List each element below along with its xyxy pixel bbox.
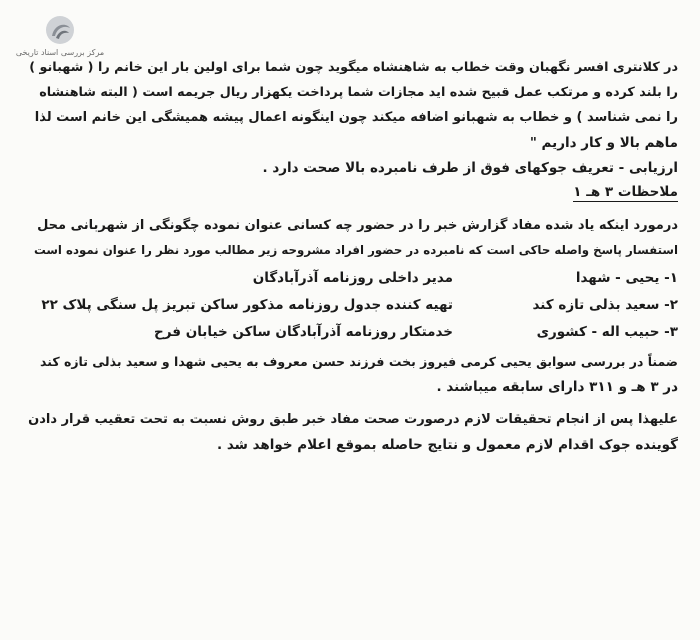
paragraph2-line: استفسار پاسخ واصله حاکی است که نامبرده در حضور افراد مشروحه زیر مطالب مورد نظر را عنوان نموده است bbox=[33, 243, 678, 257]
notes-heading: ملاحظات ۳ هـ ۱ bbox=[573, 184, 678, 200]
person-description: خدمتکار روزنامه آذرآبادگان ساکن خیابان فرح bbox=[154, 324, 453, 340]
paragraph1-line: در کلانتری افسر نگهبان وقت خطاب به شاهنشاه میگوید چون شما برای اولین بار این خانم را ( شهبانو ) bbox=[29, 60, 678, 75]
archive-logo bbox=[8, 14, 112, 66]
paragraph1-line: را بلند کرده و مرتکب عمل قبیح شده اید مجازات شما پرداخت یکهزار ریال جریمه است ( البته شاهنشاه bbox=[39, 85, 678, 100]
list-item bbox=[28, 270, 678, 290]
paragraph3-line: در ۳ هـ و ۳۱۱ دارای سابقه میباشند . bbox=[436, 379, 678, 395]
person-name: ۲- سعید بذلی تازه کند bbox=[532, 297, 678, 313]
paragraph1-line: را نمی شناسد ) و خطاب به شهبانو اضافه میکند چون اینگونه اعمال پیشه همیشگی این خانم است لذا bbox=[34, 110, 678, 125]
list-item bbox=[28, 297, 678, 317]
archive-logo-icon bbox=[44, 14, 76, 46]
paragraph4-line: گوینده جوک اقدام لازم معمول و نتایج حاصله بموقع اعلام خواهد شد . bbox=[217, 437, 678, 453]
person-description: تهیه کننده جدول روزنامه مذکور ساکن تبریز پل سنگی پلاک ۲۲ bbox=[41, 297, 453, 313]
assessment-line: ارزیابی - تعریف جوکهای فوق از طرف نامبرده بالا صحت دارد . bbox=[262, 160, 678, 176]
archive-logo-text: مرکز بررسی اسناد تاریخی bbox=[15, 48, 105, 57]
person-name: ۱- یحیی - شهدا bbox=[575, 270, 678, 286]
person-name: ۳- حبیب اله - کشوری bbox=[536, 324, 678, 340]
paragraph2-line: درمورد اینکه یاد شده مفاد گزارش خبر را در حضور چه کسانی عنوان نموده چگونگی از شهربانی محل bbox=[37, 218, 678, 233]
paragraph4-line: علیهذا پس از انجام تحقیقات لازم درصورت صحت مفاد خبر طبق روش نسبت به تحت تعقیب قرار دادن bbox=[28, 412, 678, 427]
paragraph1-line: ماهم بالا و کار داریم " bbox=[529, 135, 678, 151]
list-item bbox=[28, 324, 678, 344]
paragraph3-line: ضمناً در بررسی سوابق یحیی کرمی فیروز بخت فرزند حسن معروف به یحیی شهدا و سعید بذلی تازه کند bbox=[40, 354, 678, 369]
person-description: مدیر داخلی روزنامه آذرآبادگان bbox=[252, 270, 453, 286]
